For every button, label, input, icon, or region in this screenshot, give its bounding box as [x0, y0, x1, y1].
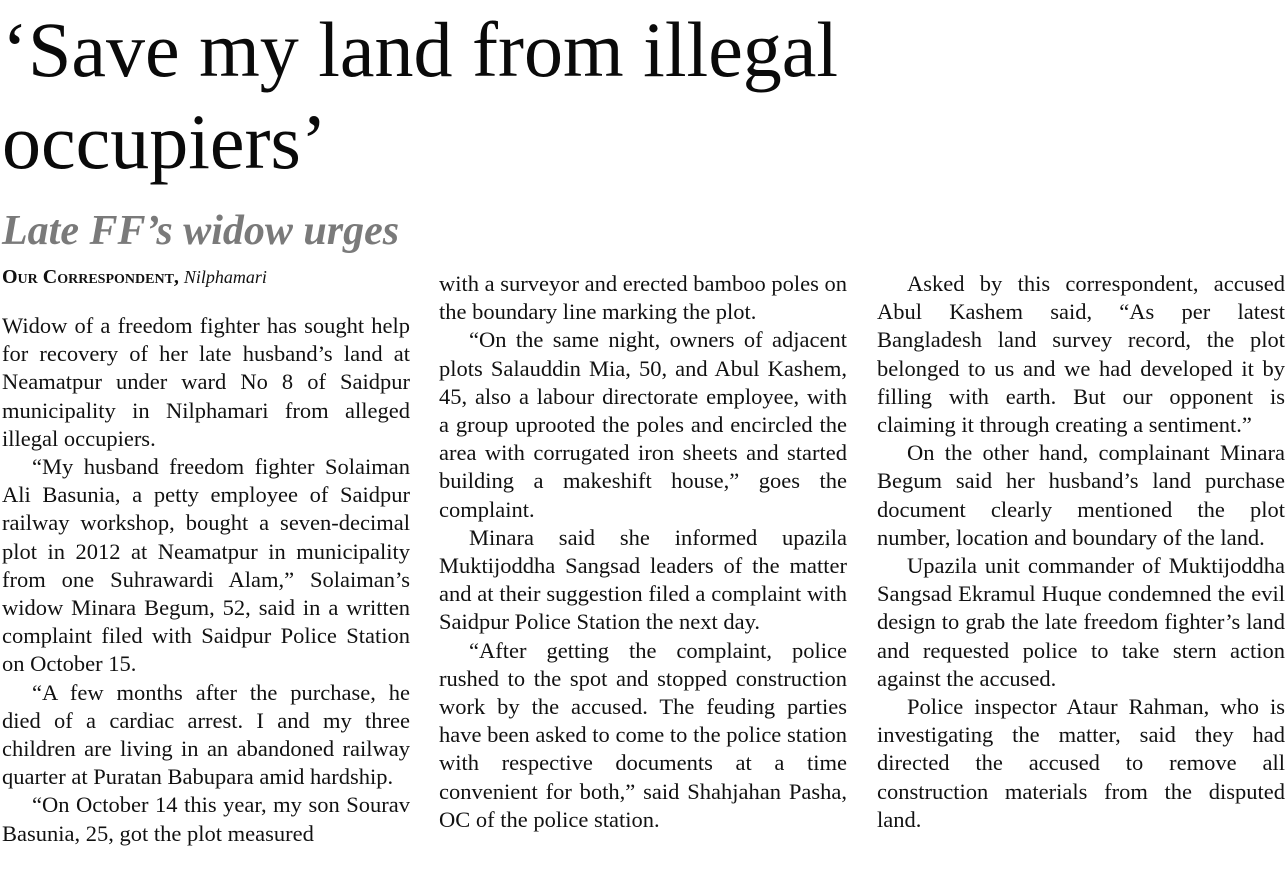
article-paragraph: Asked by this correspondent, accused Abul Kashem said, “As per latest Bangladesh land survey record, the plot belonged to us and we had developed it by filling with earth. But our opponent is claiming it through creating a sentiment.”: [877, 271, 1285, 438]
article-paragraph: Upazila unit commander of Muktijoddha Sangsad Ekramul Huque condemned the evil design to grab the late freedom fighter’s land and requested police to take stern action against the accused.: [877, 553, 1285, 691]
byline: [2, 264, 267, 290]
byline-place: Nilphamari: [183, 267, 267, 287]
headline: [2, 4, 1282, 188]
article-paragraph: “On the same night, owners of adjacent plots Salauddin Mia, 50, and Abul Kashem, 45, also a labour directorate employee, with a group uprooted the poles and encircled the area with corrugated iron sheets and started building a makeshift house,” goes the complaint.: [439, 327, 847, 522]
subheadline: Late FF’s widow urges: [2, 208, 400, 254]
article-column-2: [439, 270, 847, 834]
byline-name: Our Correspondent,: [2, 266, 179, 288]
article-paragraph: Police inspector Ataur Rahman, who is investigating the matter, said they had directed the accused to remove all construction materials from the disputed land.: [877, 694, 1285, 832]
article-paragraph: “On October 14 this year, my son Sourav Basunia, 25, got the plot measured: [2, 792, 410, 846]
headline-line-2: occupiers’: [2, 98, 327, 185]
article-paragraph-continued: with a surveyor and erected bamboo poles on the boundary line marking the plot.: [439, 271, 847, 325]
headline-line-1: ‘Save my land from illegal: [2, 6, 839, 93]
article-paragraph: Minara said she informed upazila Muktijoddha Sangsad leaders of the matter and at their suggestion filed a complaint with Saidpur Police Station the next day.: [439, 524, 847, 635]
article-paragraph: On the other hand, complainant Minara Begum said her husband’s land purchase document clearly mentioned the plot number, location and boundary of the land.: [877, 440, 1285, 550]
article-paragraph: Widow of a freedom fighter has sought help for recovery of her late husband’s land at Neamatpur under ward No 8 of Saidpur municipality in Nilphamari from alleged illegal occupiers.: [2, 313, 410, 451]
article-paragraph: “A few months after the purchase, he died of a cardiac arrest. I and my three children are living in an abandoned railway quarter at Puratan Babupara amid hardship.: [2, 679, 410, 790]
article-column-3: [877, 270, 1285, 834]
article-column-1: [2, 312, 410, 848]
article-paragraph: “After getting the complaint, police rushed to the spot and stopped construction work by the accused. The feuding parties have been asked to come to the police station with respective documents at a time convenient for both,” said Shahjahan Pasha, OC of the police station.: [439, 637, 847, 832]
article-paragraph: “My husband freedom fighter Solaiman Ali Basunia, a petty employee of Saidpur railway workshop, bought a seven-decimal plot in 2012 at Neamatpur in municipality from one Suhrawardi Alam,” Solaiman’s widow Minara Begum, 52, said in a written complaint filed with Saidpur Police Station on October 15.: [2, 454, 410, 677]
